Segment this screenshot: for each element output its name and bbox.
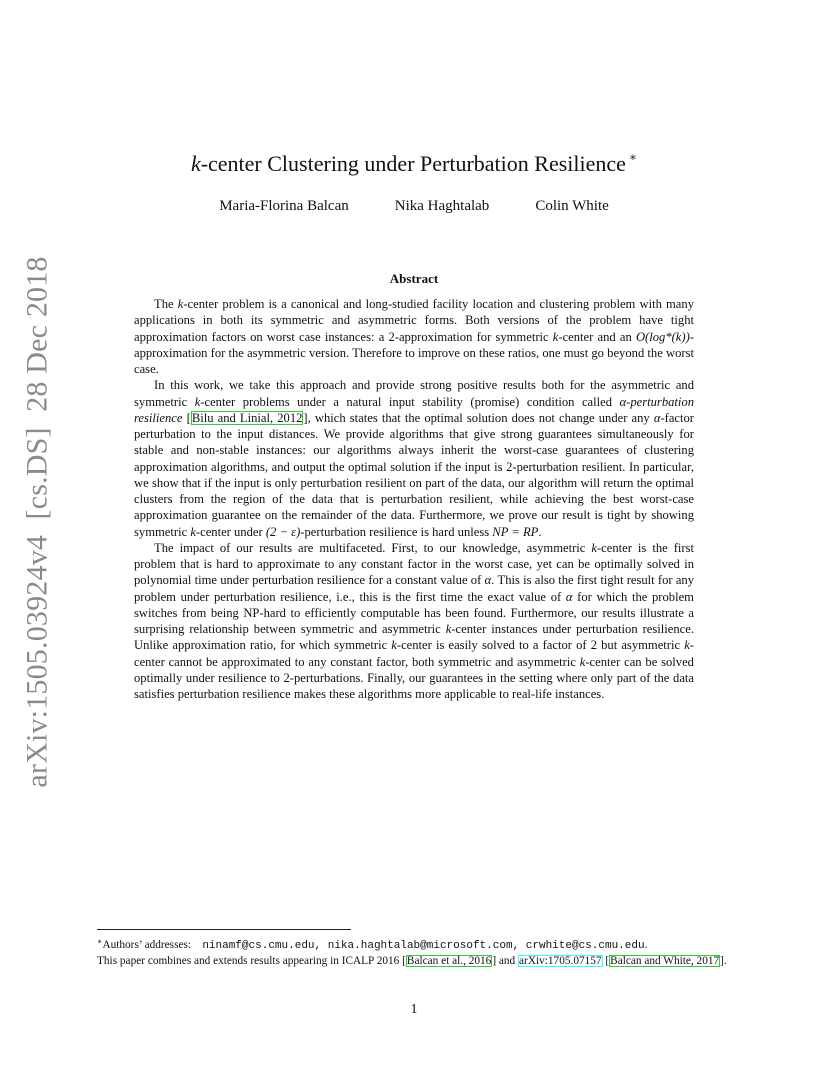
arxiv-link[interactable]: arXiv:1705.07157 <box>519 955 602 967</box>
abstract-heading: Abstract <box>389 271 439 286</box>
author-list <box>0 198 828 215</box>
title-footnote-mark: ∗ <box>628 150 638 164</box>
author-name: Nika Haghtalab <box>394 198 490 214</box>
citation-link[interactable]: Balcan et al., 2016 <box>406 955 492 967</box>
footnote <box>97 934 733 969</box>
abstract-paragraph: The impact of our results are multifaceted. First, to our knowledge, asymmetric k-center is the first problem that is hard to approximate to any constant factor in the worst case, yet can be optimally solved in polynomial time under perturbation resilience for a constant value of α. This is also the first tight result for any problem under perturbation resilience, i.e., this is the first time the exact value of α for which the problem switches from being NP-hard to efficiently computable has been found. Furthermore, our results illustrate a surprising relationship between symmetric and asymmetric k-center instances under perturbation resilience. Unlike approximation ratio, for which symmetric k-center is easily solved to a factor of 2 but asymmetric k-center cannot be approximated to any constant factor, both symmetric and asymmetric k-center can be solved optimally under resilience to 2-perturbations. Finally, our guarantees in the setting where only part of the data satisfies perturbation resilience makes these algorithms more applicable to real-life instances. <box>134 540 695 701</box>
author-name: Maria-Florina Balcan <box>219 198 349 214</box>
footnote-rule <box>97 929 351 930</box>
citation-link[interactable]: Bilu and Linial, 2012 <box>191 410 303 425</box>
title-text: -center Clustering under Perturbation Resilience <box>200 151 626 176</box>
footnote-note: This paper combines and extends results appearing in ICALP 2016 [Balcan et al., 2016] and arXiv:1705.07157 [Balcan and White, 2017]. <box>97 955 727 967</box>
page-number: 1 <box>410 1002 418 1017</box>
title-k: k <box>190 151 201 176</box>
term-alpha-perturbation-resilience: α-perturbation resilience <box>134 394 695 425</box>
citation-link[interactable]: Balcan and White, 2017 <box>610 955 720 967</box>
abstract-body <box>134 296 694 702</box>
abstract-paragraph: In this work, we take this approach and provide strong positive results both for the asymmetric and symmetric k-center problems under a natural input stability (promise) condition called α-perturbation resilience [Bilu and Linial, 2012], which states that the optimal solution does not change under any α-factor perturbation to the input distances. We provide algorithms that give strong guarantees simultaneously for stable and non-stable instances: our algorithms always inherit the worst-case guarantees of clustering approximation algorithms, and output the optimal solution if the input is 2-perturbation resilient. In particular, we show that if the input is only perturbation resilient on part of the data, our algorithm will return the optimal clusters from the region of the data that is perturbation resilient, while achieving the best worst-case approximation guarantee on the remainder of the data. Furthermore, we prove our result is tight by showing symmetric k-center under (2 − ε)-perturbation resilience is hard unless NP = RP. <box>134 378 695 539</box>
author-name: Colin White <box>535 198 609 214</box>
arxiv-identifier: arXiv:1505.03924v4 [cs.DS] 28 Dec 2018 <box>21 256 55 788</box>
arxiv-stamp <box>18 256 58 788</box>
author-emails: ninamf@cs.cmu.edu, nika.haghtalab@microsoft.com, crwhite@cs.cmu.edu <box>202 940 645 952</box>
paper-title <box>0 150 828 177</box>
abstract-paragraph: The k-center problem is a canonical and long-studied facility location and clustering problem with many applications in both its symmetric and asymmetric forms. Both versions of the problem have tight approximation factors on worst case instances: a 2-approximation for symmetric k-center and an O(log*(k))-approximation for the asymmetric version. Therefore to improve on these ratios, one must go beyond the worst case. <box>134 297 694 376</box>
footnote-addresses: ∗Authors’ addresses: ninamf@cs.cmu.edu, nika.haghtalab@microsoft.com, crwhite@cs.cmu.edu. <box>97 937 648 952</box>
